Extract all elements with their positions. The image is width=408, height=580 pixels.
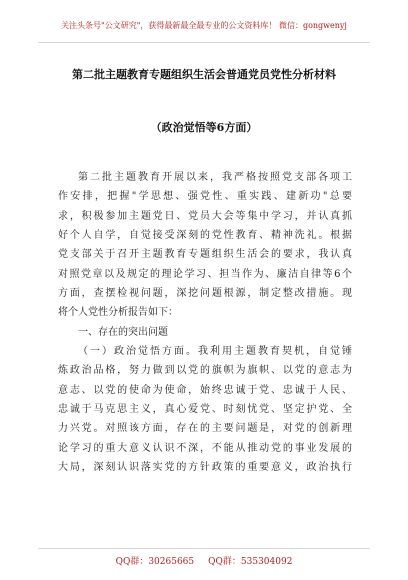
footer-qq-group-2: QQ群：535304092 [208,557,293,567]
body-line: 对照党章以及规定的理论学习、担当作为、廉洁自律等6个 [58,268,352,280]
body-line: 党支部关于召开主题教育专题组织生活会的要求，我认真 [58,249,352,261]
body-line: （一）政治觉悟方面。我利用主题教育契机，自觉锤 [78,346,352,358]
body-line: 作安排，把握"学思想、强党性、重实践、建新功"总要 [58,191,352,203]
body-line: 将个人党性分析报告如下： [58,307,178,319]
body-line: 方面，查摆检视问题，深挖问题根源，制定整改措施。现 [58,288,352,300]
document-title: 第二批主题教育专题组织生活会普通党员党性分析材料 [72,68,336,81]
body-line: 大局，深刻认识落实党的方针政策的重要意义，政治执行 [58,462,352,474]
body-line: 力兴党。对照该方面，存在的主要问题是，对党的创新理 [58,423,352,435]
header-banner: 关注头条号"公文研究"，获得最新最全最专业的公文资料库！ 微信：gongwenyj [61,21,347,30]
body-line: 好个人自学，自觉接受深刻的党性教育、精神洗礼。根据 [58,230,352,242]
body-line: 论学习的重大意义认识不深，不能从推动党的事业发展的 [58,442,352,454]
header-divider [38,42,370,43]
body-line: 求，积极参加主题党日、党员大会等集中学习，并认真抓 [58,210,352,222]
body-line: 意志、以党的使命为使命，始终忠诚于党、忠诚于人民、 [58,384,352,396]
document-subtitle: （政治觉悟等6方面） [150,121,258,134]
section-heading: 一、存在的突出问题 [78,326,168,338]
document-body [58,168,352,478]
footer-qq-group-1: QQ群：30265665 [115,557,195,567]
body-line: 忠诚于马克思主义，真心爱党、时刻忧党、坚定护党、全 [58,404,352,416]
body-line: 炼政治品格，努力做到以党的旗帜为旗帜、以党的意志为 [58,365,352,377]
footer [0,557,408,568]
footer-divider [38,548,370,549]
body-line: 第二批主题教育开展以来，我严格按照党支部各项工 [78,172,352,183]
